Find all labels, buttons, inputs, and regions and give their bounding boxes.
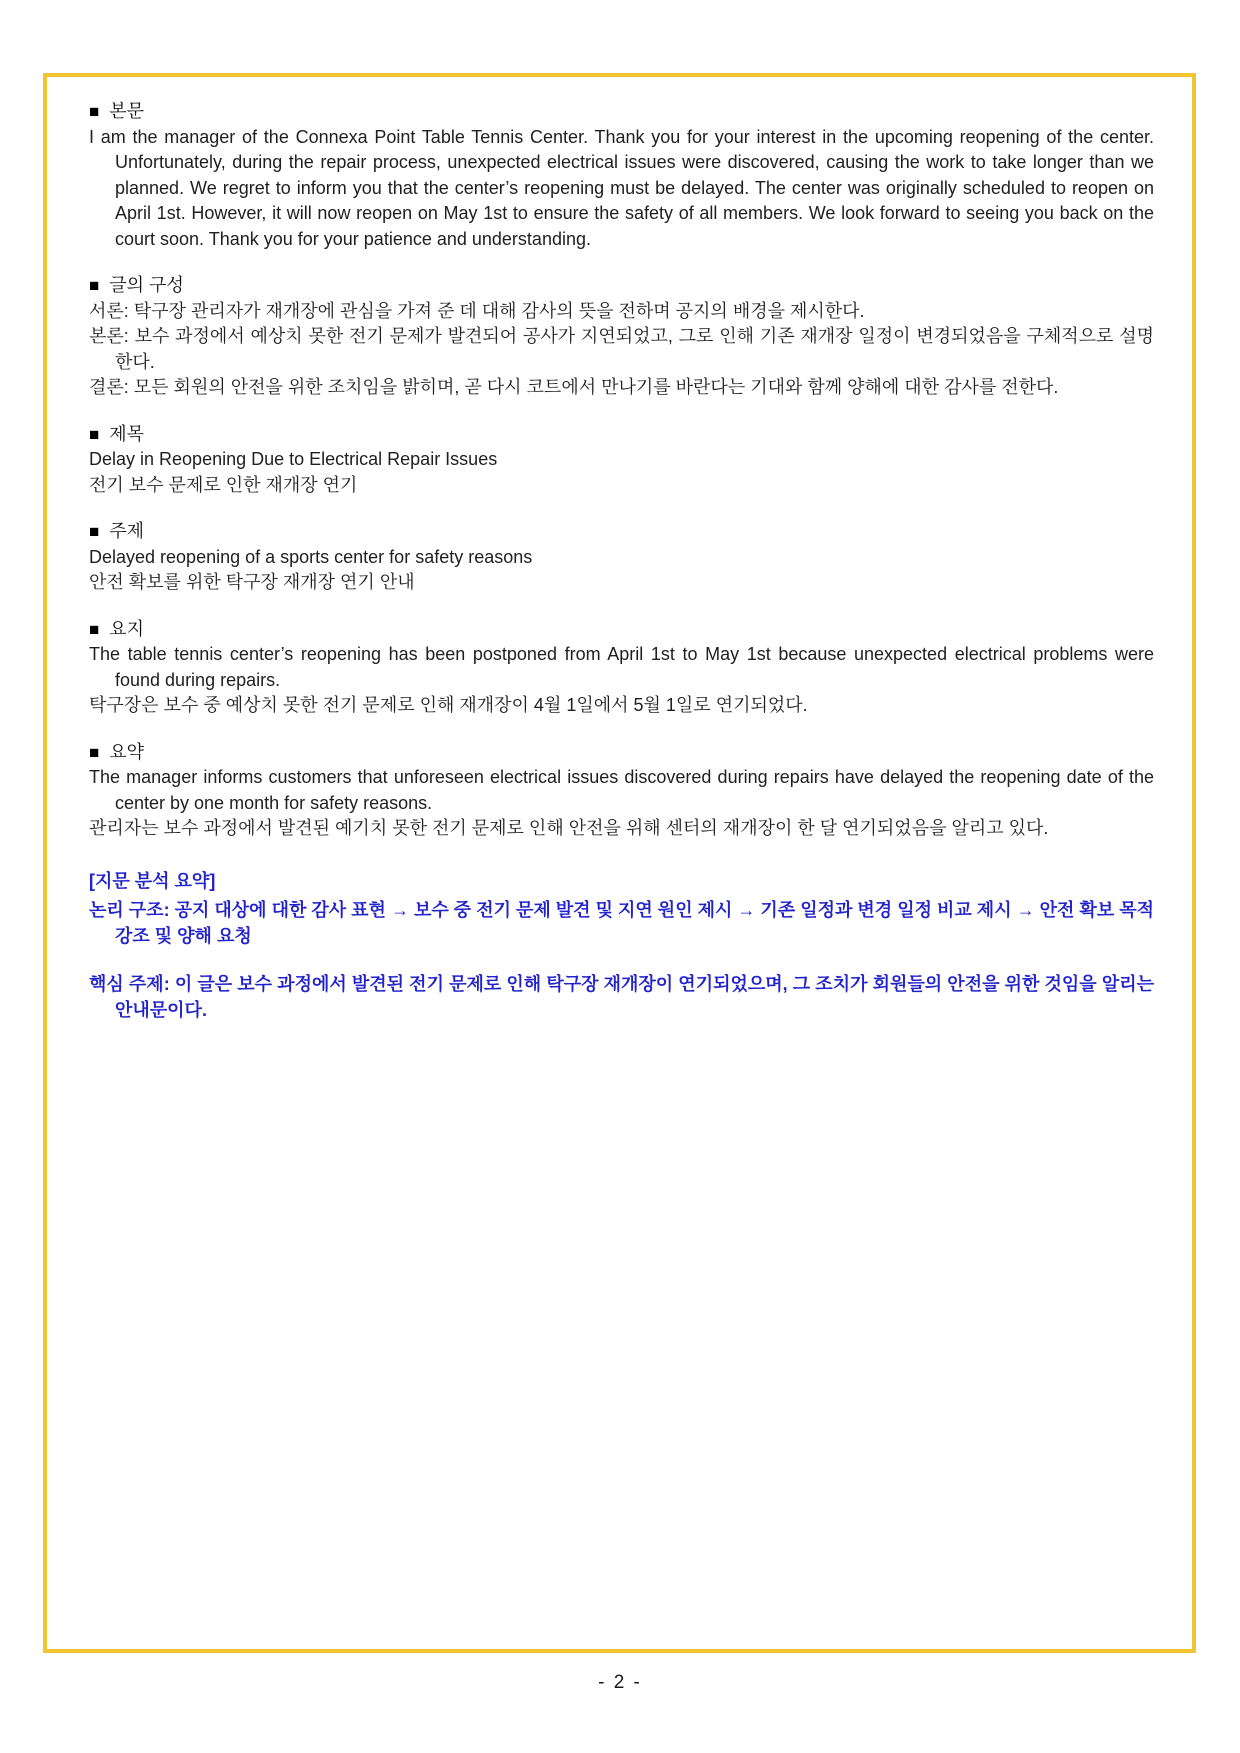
analysis-logic-structure: 논리 구조: 공지 대상에 대한 감사 표현 → 보수 중 전기 문제 발견 및 지연 원인 제시 → 기존 일정과 변경 일정 비교 제시 → 안전 확보 목적 강조 및 양해 요청 [89,900,1154,946]
section-header [89,519,1154,545]
main-text-paragraph: I am the manager of the Connexa Point Table Tennis Center. Thank you for your interest in the upcoming reopening of the center. Unfortunately, during the repair process, unexpected electrical issues were discovered, causing the work to take longer than we planned. We regret to inform you that the center’s reopening must be delayed. The center was originally scheduled to reopen on April 1st. However, it will now reopen on May 1st to ensure the safety of all members. We look forward to seeing you back on the court soon. Thank you for your patience and understanding. [89,126,1154,249]
section-title: 요약 [109,741,145,762]
section-header [89,740,1154,766]
section-gist [89,617,1154,719]
section-title-block [89,422,1154,499]
section-title: 요지 [109,618,145,639]
page-number: - 2 - [598,1672,642,1693]
section-title: 글의 구성 [109,275,184,295]
title-korean: 전기 보수 문제로 인한 재개장 연기 [89,474,358,495]
section-topic [89,519,1154,596]
section-header [89,422,1154,448]
section-header [89,273,1154,299]
square-bullet-icon: ■ [89,619,100,639]
section-title: 주제 [109,521,145,541]
analysis-heading: [지문 분석 요약] [89,870,216,891]
section-main-text [89,99,1154,252]
topic-korean: 안전 확보를 위한 탁구장 재개장 연기 안내 [89,572,415,592]
title-english: Delay in Reopening Due to Electrical Repair Issues [89,449,498,469]
topic-english: Delayed reopening of a sports center for safety reasons [89,546,533,567]
square-bullet-icon: ■ [89,522,100,541]
content-frame [43,73,1196,1653]
gist-korean: 탁구장은 보수 중 예상치 못한 전기 문제로 인해 재개장이 4월 1일에서 5월 1일로 연기되었다. [89,695,808,715]
composition-intro: 서론: 탁구장 관리자가 재개장에 관심을 가져 준 데 대해 감사의 뜻을 전하며 공지의 배경을 제시한다. [89,300,865,321]
composition-body: 본론: 보수 과정에서 예상치 못한 전기 문제가 발견되어 공사가 지연되었고, 그로 인해 기존 재개장 일정이 변경되었음을 구체적으로 설명한다. [89,326,1154,372]
square-bullet-icon: ■ [89,742,100,762]
section-composition [89,273,1154,401]
section-title: 본문 [109,101,145,121]
section-header [89,617,1154,643]
square-bullet-icon: ■ [89,276,100,295]
gist-english: The table tennis center’s reopening has been postponed from April 1st to May 1st because unexpected electrical problems were found during repairs. [89,644,1154,690]
section-analysis [89,869,1154,1024]
square-bullet-icon: ■ [89,424,100,444]
summary-english: The manager informs customers that unforeseen electrical issues discovered during repairs have delayed the reopening date of the center by one month for safety reasons. [89,767,1154,813]
section-title: 제목 [109,423,145,444]
section-summary [89,740,1154,842]
section-header [89,99,1154,125]
summary-korean: 관리자는 보수 과정에서 발견된 예기치 못한 전기 문제로 인해 안전을 위해 센터의 재개장이 한 달 연기되었음을 알리고 있다. [89,818,1049,838]
composition-conclusion: 결론: 모든 회원의 안전을 위한 조치임을 밝히며, 곧 다시 코트에서 만나기를 바란다는 기대와 함께 양해에 대한 감사를 전한다. [89,377,1059,397]
square-bullet-icon: ■ [89,102,100,121]
analysis-core-topic: 핵심 주제: 이 글은 보수 과정에서 발견된 전기 문제로 인해 탁구장 재개장이 연기되었으며, 그 조치가 회원들의 안전을 위한 것임을 알리는 안내문이다. [89,974,1154,1020]
